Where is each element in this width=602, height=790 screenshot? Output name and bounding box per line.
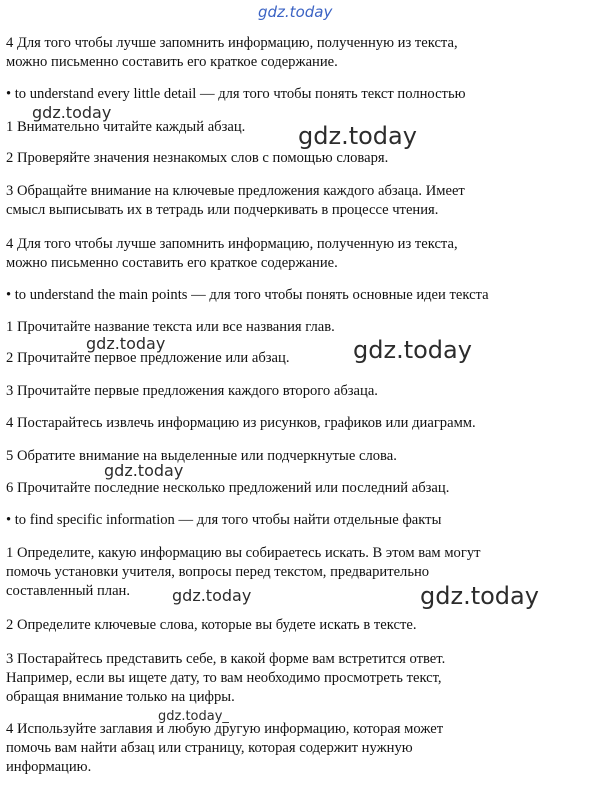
paragraph-step [6,650,598,707]
line: 3 Постарайтесь представить себе, в какой форме вам встретится ответ. [6,651,446,667]
line: 2 Проверяйте значения незнакомых слов с помощью словаря. [6,150,389,166]
line: • to find specific information — для того чтобы найти отдельные факты [6,512,442,528]
line: помочь установки учителя, вопросы перед текстом, предварительно [6,564,430,580]
line: составленный план. [6,583,131,599]
line: 4 Используйте заглавия и любую другую информацию, которая может [6,721,444,737]
paragraph-step [6,616,598,635]
line: 3 Прочитайте первые предложения каждого второго абзаца. [6,383,378,399]
line: информацию. [6,759,92,775]
paragraph-summary-tip [6,34,598,72]
line: смысл выписывать их в тетрадь или подчеркивать в процессе чтения. [6,202,439,218]
paragraph-summary-tip [6,235,598,273]
paragraph-step [6,479,598,498]
line: • to understand every little detail — для того чтобы понять текст полностью [6,86,466,102]
watermark: gdz.today [353,336,472,364]
line: Например, если вы ищете дату, то вам необходимо просмотреть текст, [6,670,442,686]
section-heading-specific-info [6,511,598,530]
watermark: gdz.today [172,586,252,605]
section-heading-main-points [6,286,598,305]
watermark: gdz.today [32,103,112,122]
paragraph-step [6,149,598,168]
line: можно письменно составить его краткое содержание. [6,54,338,70]
line: 1 Прочитайте название текста или все названия глав. [6,319,335,335]
watermark: gdz.today [86,334,166,353]
line: обращая внимание только на цифры. [6,689,235,705]
watermark-top: gdz.today [258,3,333,21]
watermark: gdz.today [298,122,417,150]
line: 2 Прочитайте первое предложение или абзац. [6,350,290,366]
paragraph-step [6,414,598,433]
line: 1 Определите, какую информацию вы собираетесь искать. В этом вам могут [6,545,481,561]
line: 5 Обратите внимание на выделенные или подчеркнутые слова. [6,448,397,464]
line: помочь вам найти абзац или страницу, которая содержит нужную [6,740,413,756]
paragraph-step [6,382,598,401]
paragraph-step [6,720,598,777]
section-heading-every-detail [6,85,598,104]
line: 4 Для того чтобы лучше запомнить информацию, полученную из текста, [6,35,458,51]
line: • to understand the main points — для того чтобы понять основные идеи текста [6,287,489,303]
watermark: gdz.today [104,461,184,480]
line: 2 Определите ключевые слова, которые вы будете искать в тексте. [6,617,417,633]
watermark: gdz.today [420,582,539,610]
line: можно письменно составить его краткое содержание. [6,255,338,271]
line: 4 Постарайтесь извлечь информацию из рисунков, графиков или диаграмм. [6,415,476,431]
line: 3 Обращайте внимание на ключевые предложения каждого абзаца. Имеет [6,183,465,199]
line: 4 Для того чтобы лучше запомнить информацию, полученную из текста, [6,236,458,252]
watermark: gdz.today_ [158,709,229,724]
line: 6 Прочитайте последние несколько предложений или последний абзац. [6,480,450,496]
paragraph-step [6,447,598,466]
paragraph-step [6,182,598,220]
line: 1 Внимательно читайте каждый абзац. [6,119,246,135]
